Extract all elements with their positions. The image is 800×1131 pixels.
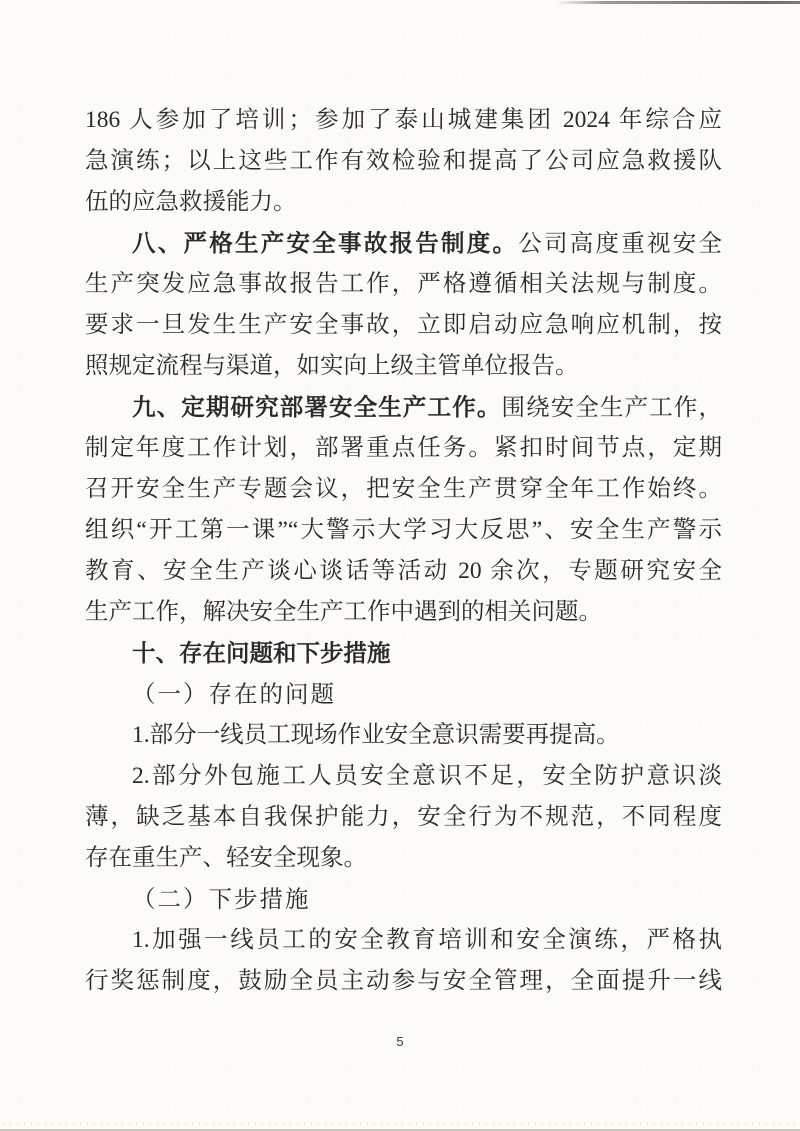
text-segment: 行奖惩制度，鼓励全员主动参与安全管理，全面提升一线 (85, 968, 722, 994)
text-segment: 教育、安全生产谈心谈话等活动 20 余次，专题研究安全 (85, 558, 722, 584)
text-segment: 伍的应急救援能力。 (85, 189, 297, 215)
text-segment: 八、严格生产安全事故报告制度。 (132, 230, 519, 256)
measure-1-line (85, 920, 722, 961)
section-9-regular-research-line (85, 551, 722, 592)
text-segment: 十、存在问题和下步措施 (132, 640, 391, 666)
text-segment: 组织“开工第一课”“大警示大学习大反思”、安全生产警示 (85, 517, 722, 543)
text-segment: 1.加强一线员工的安全教育培训和安全演练，严格执 (132, 927, 722, 953)
measure-1-line (85, 961, 722, 1002)
section-9-regular-research-line (85, 510, 722, 551)
text-segment: 薄，缺乏基本自我保护能力，安全行为不规范，不同程度 (85, 804, 722, 830)
section-9-regular-research-line (85, 428, 722, 469)
text-segment: 公司高度重视安全 (518, 231, 722, 257)
text-segment: 存在重生产、轻安全现象。 (85, 845, 367, 871)
subsection-2-measures-heading-line (85, 879, 722, 920)
text-segment: 围绕安全生产工作， (501, 395, 723, 421)
emergency-drill-summary-line (85, 141, 722, 182)
text-segment: 186 人参加了培训；参加了泰山城建集团 2024 年综合应 (85, 107, 722, 133)
page-number: 5 (396, 1034, 404, 1049)
problem-2-line (85, 797, 722, 838)
problem-2-line (85, 838, 722, 879)
document-body (85, 100, 722, 1002)
section-8-accident-reporting-line (85, 223, 722, 264)
text-segment: 召开安全生产专题会议，把安全生产贯穿全年工作始终。 (85, 476, 722, 502)
text-segment: 急演练；以上这些工作有效检验和提高了公司应急救援队 (85, 148, 722, 174)
section-9-regular-research-line (85, 469, 722, 510)
section-8-accident-reporting-line (85, 346, 722, 387)
scan-artifact-top-line (556, 1, 800, 4)
section-10-heading-line (85, 633, 722, 674)
section-9-regular-research-line (85, 592, 722, 633)
text-segment: 九、定期研究部署安全生产工作。 (132, 394, 502, 420)
text-segment: （一）存在的问题 (132, 680, 336, 708)
section-9-regular-research-line (85, 387, 722, 428)
text-segment: （二）下步措施 (132, 885, 311, 913)
text-segment: 制定年度工作计划，部署重点任务。紧扣时间节点，定期 (85, 435, 722, 461)
emergency-drill-summary-line (85, 100, 722, 141)
problem-2-line (85, 756, 722, 797)
text-segment: 要求一旦发生生产安全事故，立即启动应急响应机制，按 (85, 312, 722, 338)
problem-1-line (85, 715, 722, 756)
subsection-1-problems-heading-line (85, 674, 722, 715)
text-segment: 2.部分外包施工人员安全意识不足，安全防护意识淡 (132, 763, 722, 789)
scan-artifact-speckle-band (0, 1119, 800, 1129)
emergency-drill-summary-line (85, 182, 722, 223)
text-segment: 照规定流程与渠道，如实向上级主管单位报告。 (85, 353, 579, 379)
text-segment: 生产工作，解决安全生产工作中遇到的相关问题。 (85, 599, 602, 625)
section-8-accident-reporting-line (85, 264, 722, 305)
text-segment: 生产突发应急事故报告工作，严格遵循相关法规与制度。 (85, 271, 722, 297)
text-segment: 1.部分一线员工现场作业安全意识需要再提高。 (132, 722, 620, 748)
section-8-accident-reporting-line (85, 305, 722, 346)
